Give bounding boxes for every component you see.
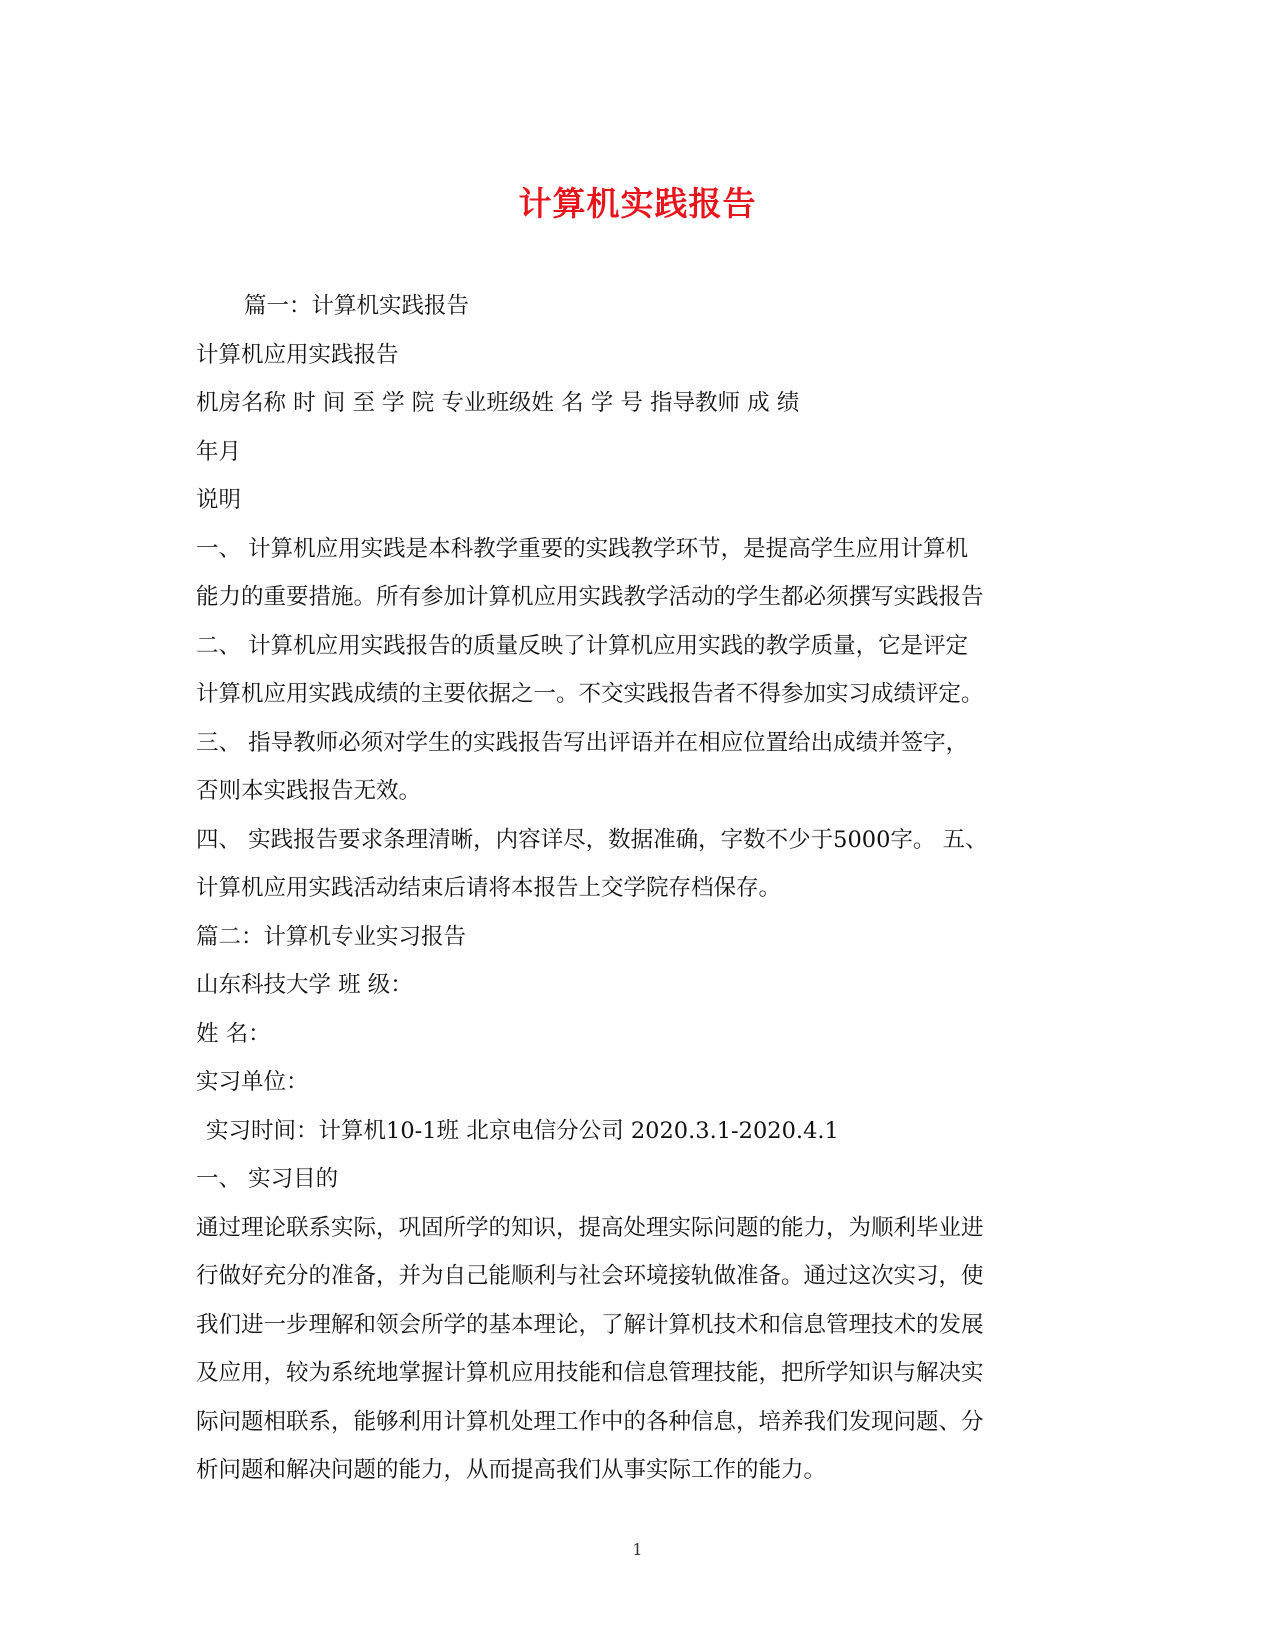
paragraph-line: 通过理论联系实际，巩固所学的知识，提高处理实际问题的能力，为顺利毕业进 xyxy=(196,1214,984,1241)
date-line: 年月 xyxy=(196,438,242,465)
paragraph-line: 四、 实践报告要求条理清晰，内容详尽，数据准确，字数不少于5000字。 五、 xyxy=(196,826,988,853)
paragraph-line: 三、 指导教师必须对学生的实践报告写出评语并在相应位置给出成绩并签字， xyxy=(196,729,969,756)
document-title: 计算机实践报告 xyxy=(518,184,757,223)
paragraph-line: 能力的重要措施。所有参加计算机应用实践教学活动的学生都必须撰写实践报告 xyxy=(196,584,984,610)
paragraph-line: 一、 计算机应用实践是本科教学重要的实践教学环节，是提高学生应用计算机 xyxy=(196,535,969,562)
paragraph-line: 际问题相联系，能够利用计算机处理工作中的各种信息，培养我们发现问题、分 xyxy=(196,1408,984,1435)
notes-heading: 说明 xyxy=(196,487,242,513)
paragraph-line: 我们进一步理解和领会所学的基本理论，了解计算机技术和信息管理技术的发展 xyxy=(196,1311,984,1338)
paragraph-line: 行做好充分的准备，并为自己能顺利与社会环境接轨做准备。通过这次实习，使 xyxy=(196,1263,984,1289)
section-heading-1: 篇一：计算机实践报告 xyxy=(244,293,470,319)
section-heading-2: 篇二：计算机专业实习报告 xyxy=(196,923,467,950)
paragraph-line: 否则本实践报告无效。 xyxy=(196,778,422,804)
document-body xyxy=(196,282,1076,1495)
paragraph-line: 二、 计算机应用实践报告的质量反映了计算机应用实践的教学质量，它是评定 xyxy=(196,632,969,659)
name-line: 姓 名： xyxy=(196,1020,271,1047)
paragraph-line: 析问题和解决问题的能力，从而提高我们从事实际工作的能力。 xyxy=(196,1457,827,1483)
form-fields-line: 机房名称 时 间 至 学 院 专业班级姓 名 学 号 指导教师 成 绩 xyxy=(196,390,800,416)
purpose-heading: 一、 实习目的 xyxy=(196,1166,339,1192)
page-number: 1 xyxy=(632,1540,643,1559)
internship-unit-line: 实习单位： xyxy=(196,1069,309,1095)
paragraph-line: 计算机应用实践成绩的主要依据之一。不交实践报告者不得参加实习成绩评定。 xyxy=(196,681,984,707)
university-line: 山东科技大学 班 级： xyxy=(196,972,413,998)
paragraph-line: 及应用，较为系统地掌握计算机应用技能和信息管理技能，把所学知识与解决实 xyxy=(196,1360,984,1386)
report-subtitle: 计算机应用实践报告 xyxy=(196,341,399,368)
internship-time-line: 实习时间：计算机10-1班 北京电信分公司 2020.3.1-2020.4.1 xyxy=(206,1117,839,1144)
paragraph-line: 计算机应用实践活动结束后请将本报告上交学院存档保存。 xyxy=(196,875,782,901)
